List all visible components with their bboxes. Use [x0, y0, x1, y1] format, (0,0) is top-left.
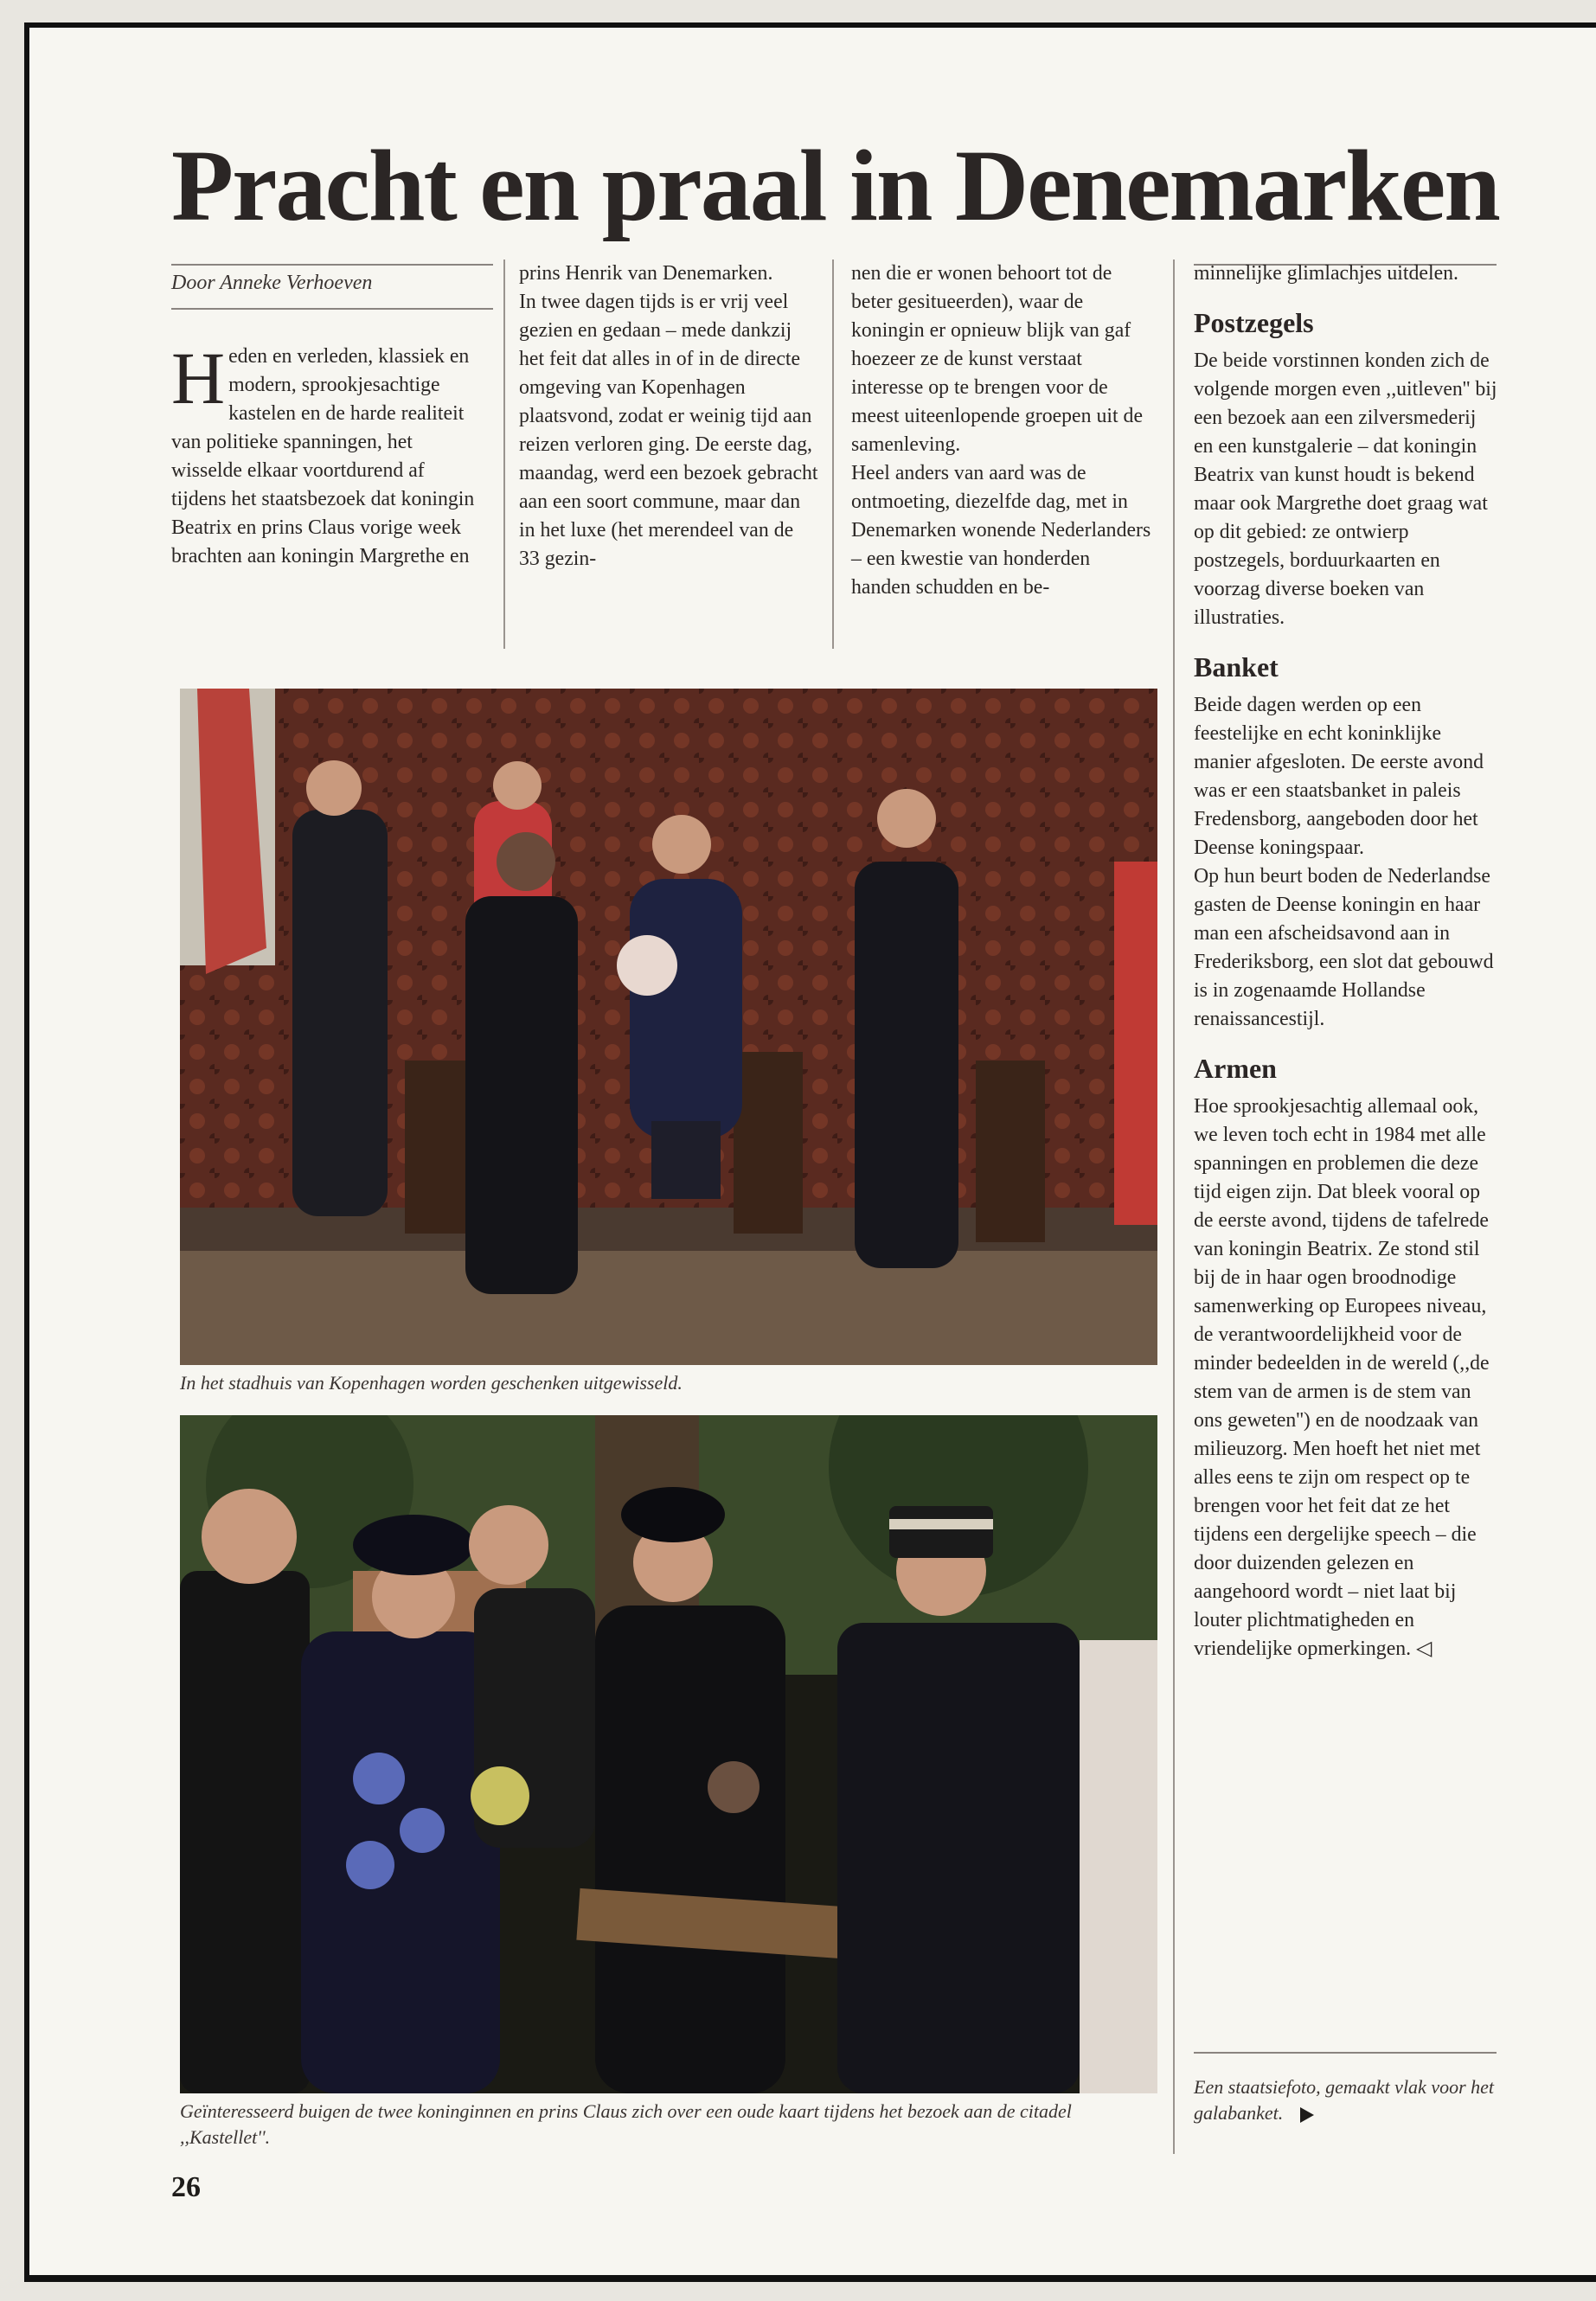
paragraph: nen die er wonen behoort tot de beter gesitueerden), waar de koningin er opnieuw blijk van gaf hoezeer ze de kunst verstaat interesse op te brengen voor de meest uiteenlopende groepen uit de samenleving.: [851, 262, 1144, 456]
arrow-right-icon: [1300, 2107, 1314, 2123]
paragraph: Op hun beurt boden de Nederlandse gasten de Deense koningin en haar man een afscheidsavond aan in Frederiksborg, een slot dat gebouwd is in zogenaamde Hollandse renaissancestijl.: [1194, 865, 1494, 1030]
byline: Door Anneke Verhoeven: [171, 268, 493, 310]
side-caption-text: Een staatsiefoto, gemaakt vlak voor het galabanket.: [1194, 2076, 1495, 2124]
photo-citadel-map: [180, 1415, 1157, 2093]
column-separator: [503, 260, 505, 649]
article-title: Pracht en praal in Denemarken: [171, 129, 1499, 242]
paragraph: In twee dagen tijds is er vrij veel gezien en gedaan – mede dankzij het feit dat alles in of in de directe omgeving van Kopenhagen plaatsvond, zodat er weinig tijd aan reizen verloren ging. De eerste dag, maandag, werd een bezoek gebracht aan een soort commune, maar dan in het luxe (het merendeel van de 33 gezin-: [519, 291, 818, 570]
intro-paragraph: [171, 336, 481, 571]
paragraph: prins Henrik van Denemarken.: [519, 262, 773, 285]
section-heading: Banket: [1194, 651, 1279, 683]
photo-caption-bottom: Geïnteresseerd buigen de twee koninginnen en prins Claus zich over een oude kaart tijdens het bezoek aan de citadel ,,Kastellet''.: [180, 2100, 1072, 2148]
paragraph: Hoe sprookjesachtig allemaal ook, we leven toch echt in 1984 met alle spanningen en problemen die deze tijd eigen zijn. Dat bleek vooral op de eerste avond, tijdens de tafelrede van koningin Beatrix. Ze stond stil bij de in haar ogen broodnodige samenwerking op Europees niveau, de verantwoordelijkheid voor de minder bedeelden in de wereld (,,de stem van de armen is de stem van ons geweten'') en de noodzaak van milieuzorg. Men hoeft het niet met alles eens te zijn om respect op te brengen voor het feit dat ze het tijdens een dergelijke speech – die door duizenden gelezen en aangehoord wordt – niet laat bij louter plichtmatigheden en vriendelijke opmerkingen. ◁: [1194, 1095, 1490, 1660]
photo-gift-exchange-image: [180, 689, 1157, 1365]
column-4: [1194, 260, 1498, 1663]
column-3: [851, 260, 1154, 602]
side-caption: [1194, 2074, 1522, 2126]
paragraph: Heel anders van aard was de ontmoeting, diezelfde dag, met in Denemarken wonende Nederlanders – een kwestie van honderden handen schudden en be-: [851, 462, 1151, 599]
page-number: 26: [171, 2171, 201, 2203]
column-separator: [1173, 260, 1175, 2154]
section-heading: Armen: [1194, 1053, 1277, 1084]
paragraph: minnelijke glimlachjes uitdelen.: [1194, 262, 1458, 285]
column-separator: [832, 260, 834, 649]
paragraph: De beide vorstinnen konden zich de volgende morgen even ,,uitleven'' bij een bezoek aan een zilversmederij en een kunstgalerie – dat koningin Beatrix van kunst houdt is bekend maar ook Margrethe doet graag wat op dit gebied: ze ontwierp postzegels, borduurkaarten en voorzag diverse boeken van illustraties.: [1194, 349, 1497, 629]
drop-cap: H: [171, 336, 226, 420]
section-heading: Postzegels: [1194, 307, 1314, 338]
photo-caption-top: In het stadhuis van Kopenhagen worden geschenken uitgewisseld.: [180, 1372, 683, 1394]
photo-citadel-map-image: [180, 1415, 1157, 2093]
intro-text: eden en verleden, klassiek en modern, sprookjesachtige kastelen en de harde realiteit van politieke spanningen, het wisselde elkaar voortdurend af tijdens het staatsbezoek dat koningin Beatrix en prins Claus vorige week brachten aan koningin Margrethe en: [171, 345, 475, 567]
paragraph: Beide dagen werden op een feestelijke en echt koninklijke manier afgesloten. De eerste avond was er een staatsbanket in paleis Fredensborg, aangeboden door het Deense koningspaar.: [1194, 694, 1484, 859]
photo-gift-exchange: [180, 689, 1157, 1365]
column-rule: [171, 264, 493, 266]
column-2: [519, 260, 818, 574]
caption-rule: [1194, 2052, 1497, 2054]
column-1: [171, 336, 481, 571]
